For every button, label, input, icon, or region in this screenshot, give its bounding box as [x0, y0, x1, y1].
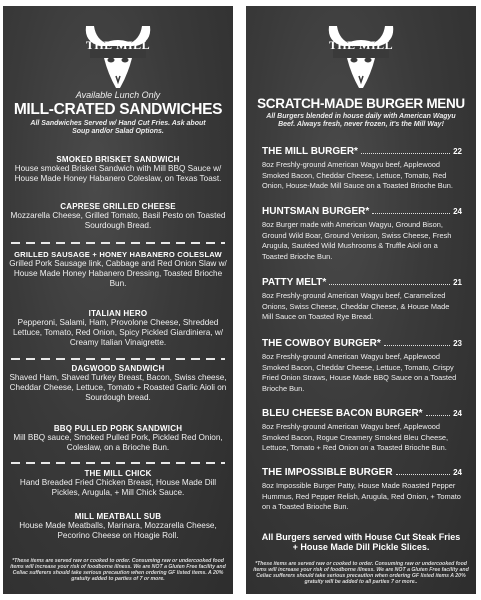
- menu-item: [9, 202, 227, 231]
- item-name: GRILLED SAUSAGE + HONEY HABANERO COLESLAW: [14, 250, 222, 259]
- burger-desc: 8oz Freshly-ground American Wagyu beef, Applewood Smoked Bacon, Rogue Creamery Smoked Bleu Cheese, Lettuce, Tomato + Red Onion on a Toasted Brioche Bun.: [262, 422, 449, 452]
- item-desc: House smoked Brisket Sandwich with Mill BBQ Sauce w/ House Made Honey Habanero Coleslaw, on Texas Toast.: [14, 164, 222, 183]
- item-desc: House Made Meatballs, Marinara, Mozzarella Cheese, Pecorino Cheese on Hoagie Roll.: [19, 521, 217, 540]
- lunch-only-note: Available Lunch Only: [75, 90, 161, 100]
- menu-item: [9, 309, 227, 348]
- burger-name: THE IMPOSSIBLE BURGER: [262, 467, 393, 478]
- burger-item: [262, 205, 462, 262]
- menu-item: [9, 250, 227, 289]
- item-name: SMOKED BRISKET SANDWICH: [56, 155, 180, 164]
- burger-name: HUNTSMAN BURGER*: [262, 206, 370, 217]
- burger-desc: 8oz Burger made with American Wagyu, Ground Bison, Ground Wild Boar, Ground Venison, Swiss Cheese, Fresh Arugula, Sautéed Wild Mushrooms & Truffle Aioli on a Toasted Brioche Bun.: [262, 220, 452, 261]
- the-mill-logo: [323, 12, 399, 92]
- burger-name: PATTY MELT*: [262, 277, 327, 288]
- burger-name: THE COWBOY BURGER*: [262, 338, 381, 349]
- divider: [11, 358, 225, 360]
- menu-item: [9, 155, 227, 184]
- logo-text: THE MILL: [328, 38, 394, 52]
- burger-price: 24: [453, 207, 462, 216]
- item-desc: Shaved Ham, Shaved Turkey Breast, Bacon, Swiss cheese, Cheddar Cheese, Lettuce, Tomato + Roasted Garlic Aioli on Sourdough bread.: [9, 373, 227, 402]
- burger-desc: 8oz Impossible Burger Patty, House Made Roasted Pepper Hummus, Red Pepper Relish, Arugula, Red Onion, + Tomato on a Toasted Brioche Bun.: [262, 481, 461, 511]
- menu-item: [9, 512, 227, 541]
- logo-text: THE MILL: [85, 38, 151, 52]
- sandwich-subtitle: All Sandwiches Served w/ Hand Cut Fries. Ask about Soup and/or Salad Options.: [30, 120, 206, 135]
- burger-price: 22: [453, 147, 462, 156]
- dot-leader: [384, 337, 450, 346]
- dot-leader: [396, 466, 451, 475]
- divider: [11, 242, 225, 244]
- menu-item: [9, 424, 227, 453]
- dot-leader: [329, 276, 450, 285]
- item-name: ITALIAN HERO: [88, 309, 148, 318]
- sandwich-menu-panel: [3, 6, 233, 594]
- divider: [11, 462, 225, 464]
- dot-leader: [361, 145, 450, 154]
- menu-item: [9, 364, 227, 403]
- the-mill-logo: [80, 12, 156, 92]
- item-name: MILL MEATBALL SUB: [74, 512, 162, 521]
- burger-desc: 8oz Freshly-ground American Wagyu beef, Applewood Smoked Bacon, Cheddar Cheese, Lettuce, Tomato, Crispy Fried Onion Straws, House Made BBQ Sauce on a Toasted Brioche Bun.: [262, 352, 457, 393]
- item-name: BBQ PULLED PORK SANDWICH: [53, 424, 183, 433]
- burger-title: SCRATCH-MADE BURGER MENU: [257, 96, 465, 111]
- burger-desc: 8oz Freshly-ground American Wagyu beef, Applewood Smoked Bacon, Cheddar Cheese, Lettuce, Tomato, Red Onion, House-Made Mill Sauce on a Toasted Brioche Bun.: [262, 160, 453, 190]
- burger-name: THE MILL BURGER*: [262, 146, 358, 157]
- burger-menu-panel: [246, 6, 476, 594]
- burger-price: 21: [453, 278, 462, 287]
- burger-name: BLEU CHEESE BACON BURGER*: [262, 408, 423, 419]
- dot-leader: [372, 205, 450, 214]
- burger-item: [262, 337, 462, 394]
- burger-item: [262, 407, 462, 454]
- item-name: THE MILL CHICK: [84, 469, 152, 478]
- item-desc: Hand Breaded Fried Chicken Breast, House Made Dill Pickles, Arugula, + Mill Chick Sauce.: [19, 478, 217, 497]
- menu-item: [9, 469, 227, 498]
- burger-price: 23: [453, 339, 462, 348]
- sandwich-title: MILL-CRATED SANDWICHES: [13, 101, 223, 118]
- item-name: CAPRESE GRILLED CHEESE: [60, 202, 176, 211]
- burger-price: 24: [453, 409, 462, 418]
- burger-item: [262, 145, 462, 192]
- disclaimer: *These items are served raw or cooked to order. Consuming raw or undercooked food items will increase your risk of foodborne illness. We are NOT a Gluten Free facility and Celiac sufferers should take serious precaution when ordering GF listed items. A 20% gratuity added to parties of 7 or more.: [10, 558, 226, 582]
- item-name: DAGWOOD SANDWICH: [71, 364, 165, 373]
- disclaimer: *These items are served raw or cooked to order. Consuming raw or undercooked food items will increase your risk of foodborne illness. We are NOT a Gluten Free facility and Celiac sufferers should take serious precaution when ordering GF listed items A 20% gratuity will be added to all parties 7 or more..: [253, 561, 469, 585]
- burger-desc: 8oz Freshly-ground American Wagyu beef, Caramelized Onions, Swiss Cheese, Cheddar Cheese, & House Made Mill Sauce on Toasted Rye Bread.: [262, 291, 450, 321]
- item-desc: Grilled Pork Sausage link, Cabbage and Red Onion Slaw w/ House Made Honey Habanero Dressing, Toasted Brioche Bun.: [9, 259, 227, 288]
- burger-item: [262, 276, 462, 323]
- dot-leader: [426, 407, 451, 416]
- burger-footer: All Burgers served with House Cut Steak Fries + House Made Dill Pickle Slices.: [261, 532, 461, 552]
- item-desc: Mozzarella Cheese, Grilled Tomato, Basil Pesto on Toasted Sourdough Bread.: [10, 211, 226, 230]
- burger-subtitle: All Burgers blended in house daily with American Wagyu Beef. Always fresh, never frozen, it's the Mill Way!: [266, 113, 456, 128]
- burger-item: [262, 466, 462, 513]
- item-desc: Mill BBQ sauce, Smoked Pulled Pork, Pickled Red Onion, Coleslaw, on a Brioche Bun.: [13, 433, 223, 452]
- burger-price: 24: [453, 468, 462, 477]
- item-desc: Pepperoni, Salami, Ham, Provolone Cheese, Shredded Lettuce, Tomato, Red Onion, Spicy Pickled Giardiniera, w/ Creamy Italian Vinaigrette.: [12, 318, 224, 347]
